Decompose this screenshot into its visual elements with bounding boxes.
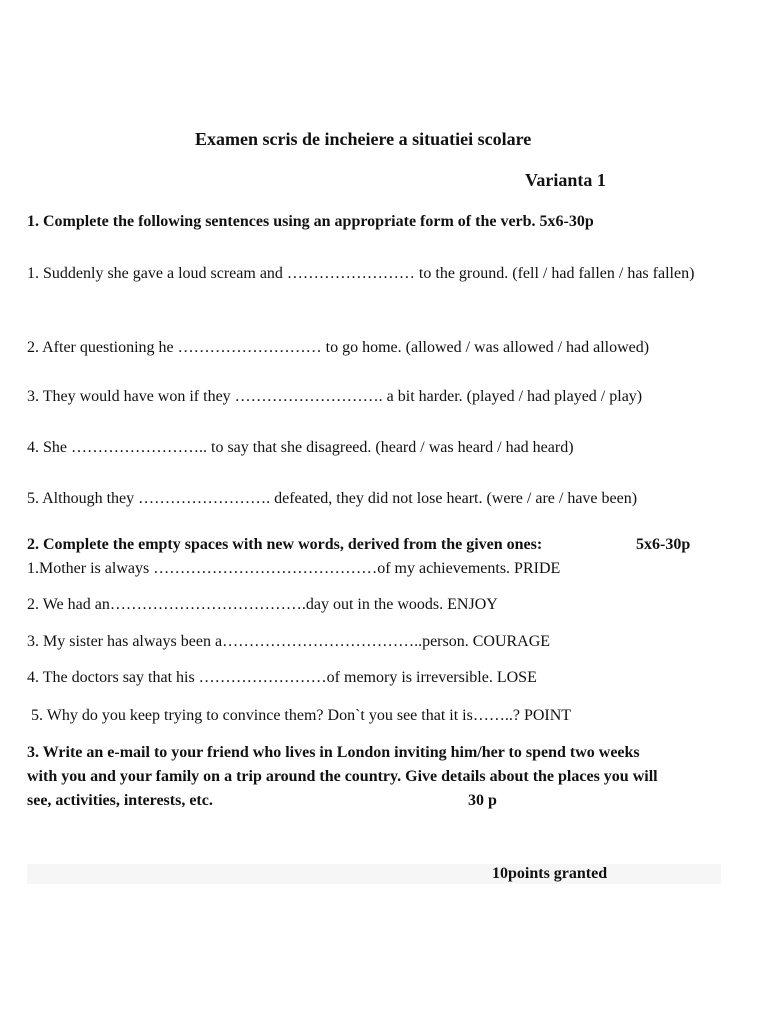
exercise1-item-4: 4. She …………………….. to say that she disagreed. (heard / was heard / had heard) [27, 439, 574, 456]
exercise3-line-2: with you and your family on a trip around the country. Give details about the places you will [27, 768, 658, 785]
exercise2-item-3: 3. My sister has always been a………………………………..person. COURAGE [27, 633, 551, 650]
exercise2-score: 5x6-30p [636, 536, 691, 553]
exercise1-item-5: 5. Although they ……………………. defeated, they did not lose heart. (were / are / have been) [27, 490, 638, 507]
exercise3-line-3: see, activities, interests, etc. [27, 792, 213, 809]
exercise3-score: 30 p [468, 792, 497, 809]
exercise1-heading: 1. Complete the following sentences using an appropriate form of the verb. 5x6-30p [27, 213, 594, 230]
exercise1-item-1: 1. Suddenly she gave a loud scream and …………………… to the ground. (fell / had fallen / has fallen) [27, 265, 695, 282]
exercise2-item-2: 2. We had an……………………………….day out in the woods. ENJOY [27, 596, 498, 613]
exercise2-heading: 2. Complete the empty spaces with new words, derived from the given ones: [27, 536, 543, 553]
footer-shaded-row [27, 864, 721, 884]
page-title: Examen scris de incheiere a situatiei scolare [195, 129, 532, 149]
exercise3-line-1: 3. Write an e-mail to your friend who lives in London inviting him/her to spend two weeks [27, 744, 640, 761]
exercise2-item-5: 5. Why do you keep trying to convince them? Don`t you see that it is……..? POINT [27, 707, 572, 724]
exercise1-item-2: 2. After questioning he ……………………… to go home. (allowed / was allowed / had allowed) [27, 339, 650, 356]
exercise2-item-4: 4. The doctors say that his ……………………of memory is irreversible. LOSE [27, 669, 537, 686]
exercise1-item-3: 3. They would have won if they ………………………. a bit harder. (played / had played / play) [27, 388, 643, 405]
points-granted: 10points granted [492, 865, 608, 882]
variant-label: Varianta 1 [525, 170, 606, 190]
exercise2-item-1: 1.Mother is always ……………………………………of my achievements. PRIDE [27, 560, 561, 577]
